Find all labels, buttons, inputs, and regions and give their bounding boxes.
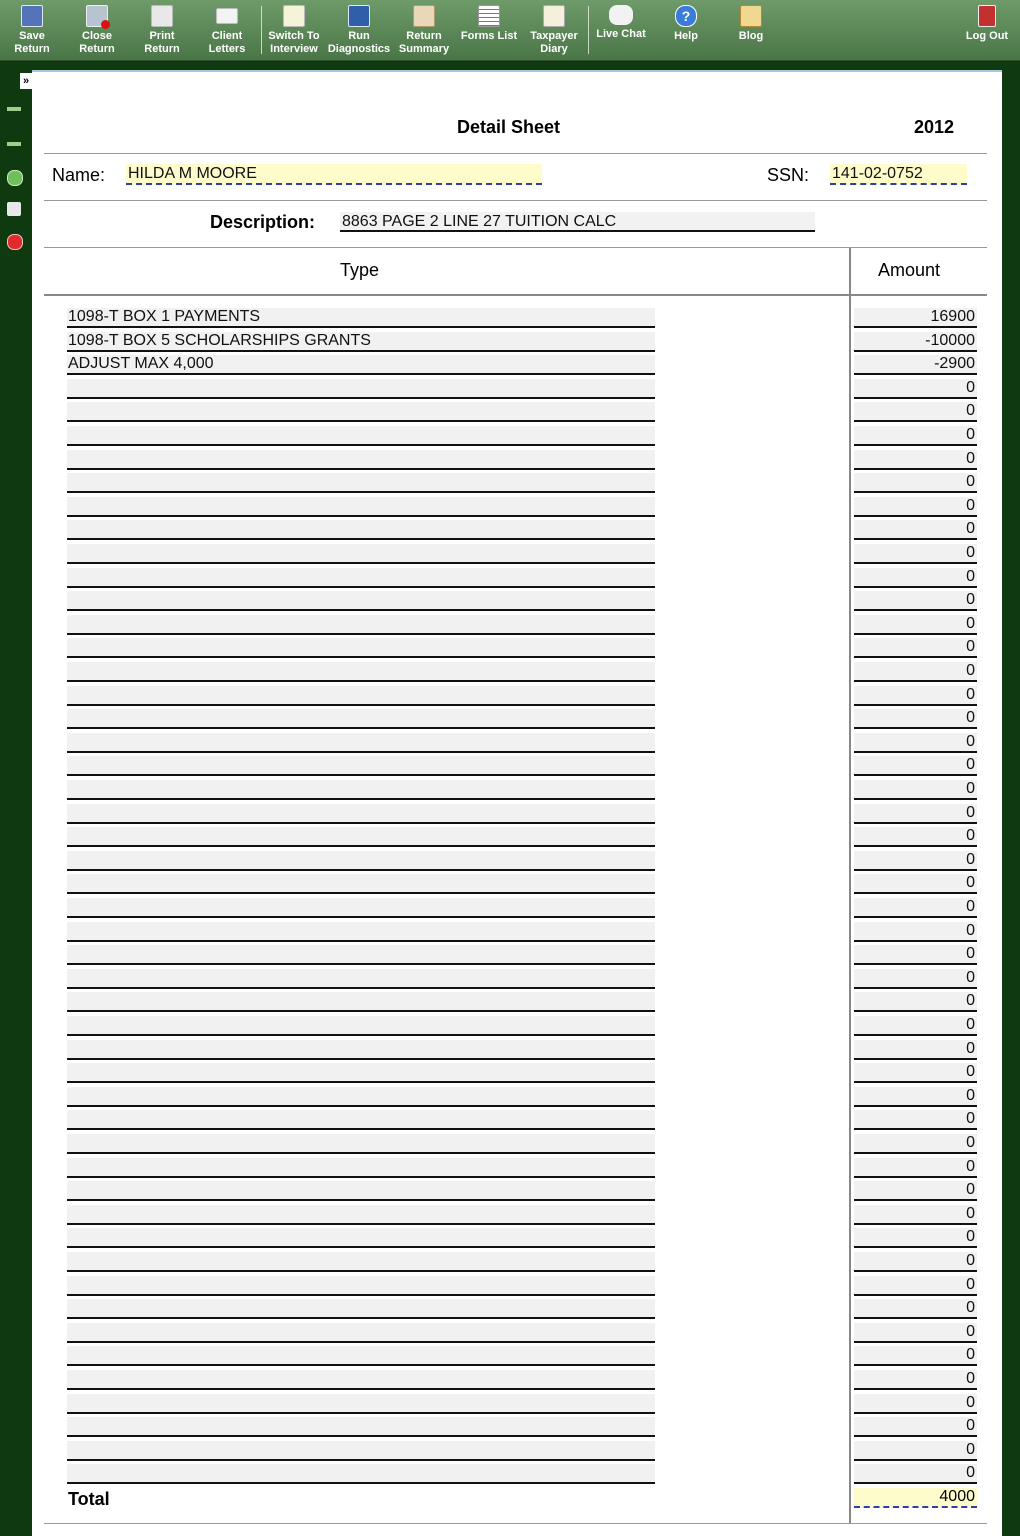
door-icon bbox=[978, 5, 996, 27]
type-input[interactable] bbox=[67, 473, 655, 493]
type-column-header: Type bbox=[340, 260, 380, 280]
type-input[interactable] bbox=[67, 402, 655, 422]
amount-column-header: Amount bbox=[878, 260, 941, 280]
type-input[interactable] bbox=[67, 756, 655, 776]
amount-input[interactable]: 0 bbox=[854, 568, 977, 588]
amount-input[interactable]: 0 bbox=[854, 473, 977, 493]
amount-input[interactable]: 0 bbox=[854, 1040, 977, 1060]
type-input[interactable] bbox=[67, 898, 655, 918]
type-input[interactable] bbox=[67, 1417, 655, 1437]
description-label: Description: bbox=[210, 212, 316, 232]
type-input[interactable] bbox=[67, 615, 655, 635]
type-input[interactable] bbox=[67, 1205, 655, 1225]
amount-input[interactable]: 0 bbox=[854, 379, 977, 399]
name-field[interactable]: HILDA M MOORE bbox=[126, 164, 542, 185]
left-rail bbox=[0, 61, 30, 1534]
amount-input[interactable]: 0 bbox=[854, 969, 977, 989]
toolbar bbox=[0, 0, 1020, 61]
amount-input[interactable]: 0 bbox=[854, 733, 977, 753]
type-input[interactable] bbox=[67, 568, 655, 588]
amount-input[interactable]: 0 bbox=[854, 591, 977, 611]
type-input[interactable] bbox=[67, 638, 655, 658]
type-input[interactable] bbox=[67, 1181, 655, 1201]
type-input[interactable] bbox=[67, 379, 655, 399]
arrow-right-icon[interactable] bbox=[7, 142, 21, 146]
type-input[interactable] bbox=[67, 686, 655, 706]
type-input[interactable] bbox=[67, 1134, 655, 1154]
amount-input[interactable]: 0 bbox=[854, 1417, 977, 1437]
amount-input[interactable]: 0 bbox=[854, 1323, 977, 1343]
type-input[interactable] bbox=[67, 1370, 655, 1390]
amount-input[interactable]: -10000 bbox=[854, 332, 977, 352]
amount-input[interactable]: 0 bbox=[854, 1346, 977, 1366]
chat-bubbles-icon bbox=[609, 5, 633, 25]
name-label: Name: bbox=[52, 165, 106, 185]
notebook-icon bbox=[543, 5, 565, 27]
expand-panel-button[interactable]: » bbox=[20, 73, 32, 89]
amount-input[interactable]: 0 bbox=[854, 1441, 977, 1461]
amount-input[interactable]: 0 bbox=[854, 922, 977, 942]
save-return-button[interactable]: Save Return bbox=[0, 3, 64, 57]
amount-input[interactable]: 0 bbox=[854, 1205, 977, 1225]
type-input[interactable] bbox=[67, 992, 655, 1012]
type-input[interactable] bbox=[67, 1323, 655, 1343]
divider bbox=[44, 247, 987, 248]
type-input[interactable] bbox=[67, 969, 655, 989]
type-input[interactable] bbox=[67, 450, 655, 470]
amount-input[interactable]: 0 bbox=[854, 426, 977, 446]
type-input[interactable] bbox=[67, 1110, 655, 1130]
type-input[interactable] bbox=[67, 1040, 655, 1060]
type-input[interactable] bbox=[67, 733, 655, 753]
divider bbox=[44, 1523, 987, 1524]
amount-input[interactable]: 0 bbox=[854, 544, 977, 564]
ssn-label: SSN: bbox=[767, 165, 810, 185]
amount-input[interactable]: 0 bbox=[854, 1299, 977, 1319]
add-icon[interactable] bbox=[7, 170, 23, 186]
amount-input[interactable]: 0 bbox=[854, 1016, 977, 1036]
type-input[interactable] bbox=[67, 804, 655, 824]
type-input[interactable] bbox=[67, 1016, 655, 1036]
amount-input[interactable]: 0 bbox=[854, 1087, 977, 1107]
type-input[interactable] bbox=[67, 1087, 655, 1107]
type-input[interactable]: ADJUST MAX 4,000 bbox=[67, 355, 655, 375]
return-summary-button[interactable]: Return Summary bbox=[392, 3, 456, 57]
switch-to-interview-button[interactable]: Switch To Interview bbox=[262, 3, 326, 57]
floppy-disk-icon bbox=[21, 5, 43, 27]
type-input[interactable] bbox=[67, 922, 655, 942]
taxpayer-diary-button[interactable]: Taxpayer Diary bbox=[522, 3, 586, 57]
amount-input[interactable]: 0 bbox=[854, 1158, 977, 1178]
amount-input[interactable]: 0 bbox=[854, 945, 977, 965]
total-label: Total bbox=[68, 1489, 110, 1509]
help-button[interactable]: ? Help bbox=[654, 3, 718, 57]
amount-input[interactable]: 0 bbox=[854, 804, 977, 824]
type-input[interactable] bbox=[67, 544, 655, 564]
blog-button[interactable]: Blog bbox=[719, 3, 783, 57]
amount-input[interactable]: 0 bbox=[854, 851, 977, 871]
list-icon bbox=[478, 5, 500, 27]
type-input[interactable] bbox=[67, 874, 655, 894]
type-input[interactable] bbox=[67, 1441, 655, 1461]
scroll-icon bbox=[740, 5, 762, 27]
divider bbox=[44, 153, 987, 154]
column-divider bbox=[849, 248, 851, 1524]
amount-input[interactable]: 0 bbox=[854, 686, 977, 706]
type-input[interactable] bbox=[67, 1158, 655, 1178]
notepad-icon bbox=[283, 5, 305, 27]
amount-input[interactable]: 0 bbox=[854, 780, 977, 800]
amount-input[interactable]: 0 bbox=[854, 450, 977, 470]
amount-input[interactable]: 0 bbox=[854, 1370, 977, 1390]
amount-input[interactable]: 0 bbox=[854, 874, 977, 894]
amount-input[interactable]: 0 bbox=[854, 1228, 977, 1248]
folder-close-icon bbox=[86, 5, 108, 27]
header-divider bbox=[44, 294, 987, 296]
description-field[interactable]: 8863 PAGE 2 LINE 27 TUITION CALC bbox=[340, 212, 815, 232]
type-input[interactable] bbox=[67, 1394, 655, 1414]
envelope-icon bbox=[216, 8, 238, 24]
amount-input[interactable]: 0 bbox=[854, 402, 977, 422]
page-title: Detail Sheet bbox=[457, 117, 561, 137]
type-input[interactable]: 1098-T BOX 5 SCHOLARSHIPS GRANTS bbox=[67, 332, 655, 352]
type-input[interactable] bbox=[67, 709, 655, 729]
tax-year: 2012 bbox=[914, 117, 955, 137]
clipboard-icon bbox=[413, 5, 435, 27]
total-amount-field[interactable]: 4000 bbox=[854, 1488, 977, 1508]
type-input[interactable] bbox=[67, 520, 655, 540]
ssn-field[interactable]: 141-02-0752 bbox=[830, 164, 967, 185]
type-input[interactable] bbox=[67, 1464, 655, 1484]
amount-input[interactable]: 16900 bbox=[854, 308, 977, 328]
amount-input[interactable]: -2900 bbox=[854, 355, 977, 375]
amount-input[interactable]: 0 bbox=[854, 520, 977, 540]
amount-input[interactable]: 0 bbox=[854, 992, 977, 1012]
amount-input[interactable]: 0 bbox=[854, 497, 977, 517]
type-input[interactable] bbox=[67, 780, 655, 800]
log-out-button[interactable]: Log Out bbox=[955, 3, 1019, 57]
type-input[interactable] bbox=[67, 591, 655, 611]
amount-input[interactable]: 0 bbox=[854, 1181, 977, 1201]
amount-input[interactable]: 0 bbox=[854, 1134, 977, 1154]
type-input[interactable] bbox=[67, 1276, 655, 1296]
amount-input[interactable]: 0 bbox=[854, 827, 977, 847]
arrow-left-icon[interactable] bbox=[7, 107, 21, 111]
type-input[interactable] bbox=[67, 851, 655, 871]
amount-input[interactable]: 0 bbox=[854, 1063, 977, 1083]
amount-input[interactable]: 0 bbox=[854, 898, 977, 918]
type-input[interactable] bbox=[67, 662, 655, 682]
monitor-icon bbox=[348, 5, 370, 27]
type-input[interactable]: 1098-T BOX 1 PAYMENTS bbox=[67, 308, 655, 328]
divider bbox=[44, 200, 987, 201]
print-return-button[interactable]: Print Return bbox=[130, 3, 194, 57]
amount-input[interactable]: 0 bbox=[854, 615, 977, 635]
printer-icon[interactable] bbox=[7, 202, 21, 216]
close-return-button[interactable]: Close Return bbox=[65, 3, 129, 57]
type-input[interactable] bbox=[67, 1063, 655, 1083]
amount-input[interactable]: 0 bbox=[854, 1110, 977, 1130]
type-input[interactable] bbox=[67, 497, 655, 517]
amount-input[interactable]: 0 bbox=[854, 662, 977, 682]
printer-icon bbox=[151, 5, 173, 27]
live-chat-button[interactable]: Live Chat bbox=[589, 3, 653, 57]
type-input[interactable] bbox=[67, 827, 655, 847]
amount-input[interactable]: 0 bbox=[854, 709, 977, 729]
client-letters-button[interactable]: Client Letters bbox=[195, 3, 259, 57]
amount-input[interactable]: 0 bbox=[854, 638, 977, 658]
run-diagnostics-button[interactable]: Run Diagnostics bbox=[327, 3, 391, 57]
amount-input[interactable]: 0 bbox=[854, 756, 977, 776]
detail-sheet-page bbox=[32, 70, 1002, 1536]
type-input[interactable] bbox=[67, 945, 655, 965]
type-input[interactable] bbox=[67, 1299, 655, 1319]
type-input[interactable] bbox=[67, 1346, 655, 1366]
type-input[interactable] bbox=[67, 1252, 655, 1272]
help-icon: ? bbox=[675, 5, 697, 27]
amount-input[interactable]: 0 bbox=[854, 1252, 977, 1272]
forms-list-button[interactable]: Forms List bbox=[457, 3, 521, 57]
type-input[interactable] bbox=[67, 1228, 655, 1248]
amount-input[interactable]: 0 bbox=[854, 1394, 977, 1414]
delete-icon[interactable] bbox=[7, 234, 23, 250]
amount-input[interactable]: 0 bbox=[854, 1276, 977, 1296]
type-input[interactable] bbox=[67, 426, 655, 446]
amount-input[interactable]: 0 bbox=[854, 1464, 977, 1484]
